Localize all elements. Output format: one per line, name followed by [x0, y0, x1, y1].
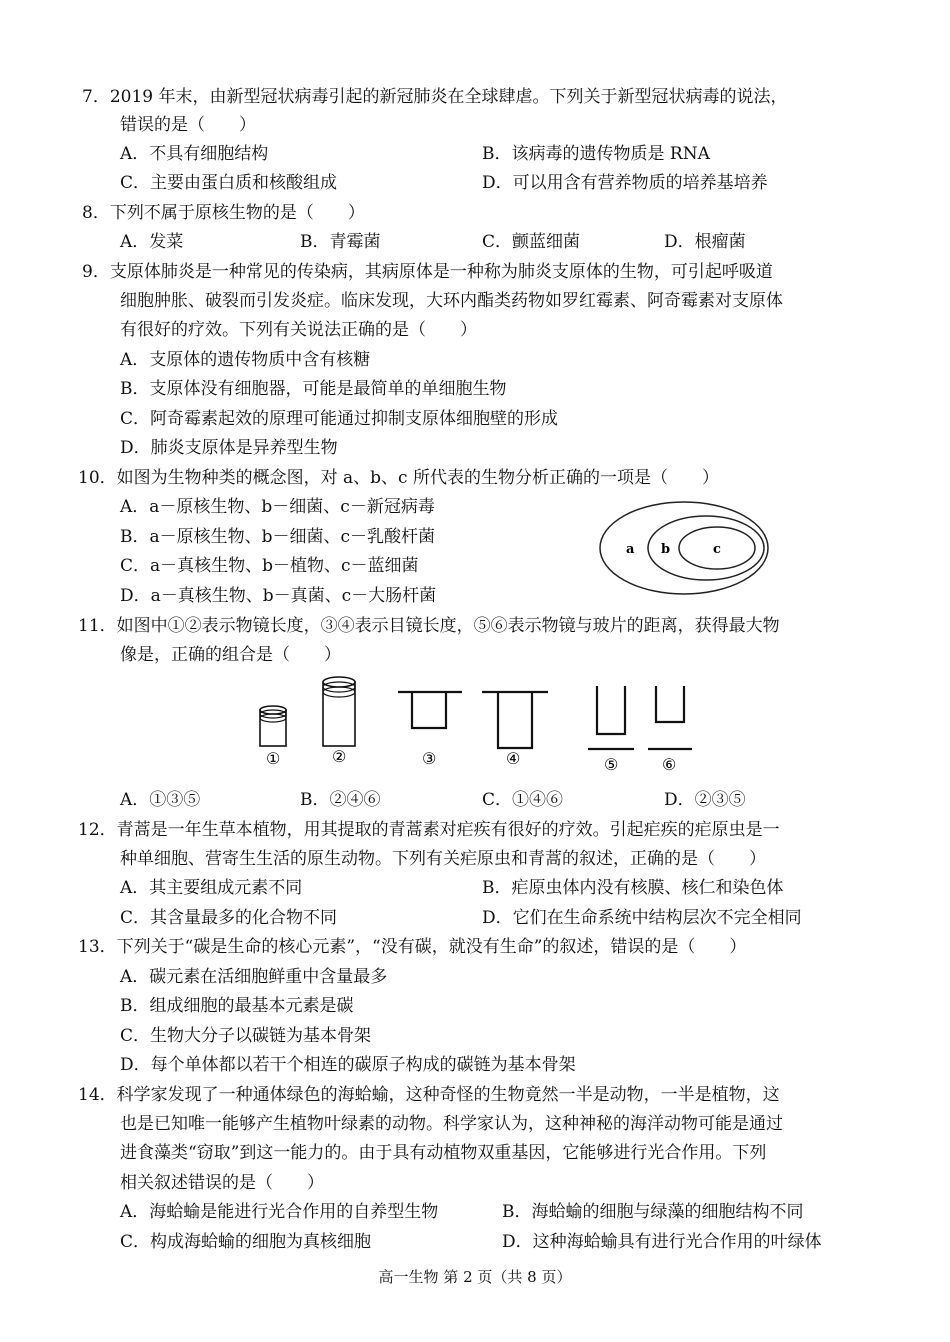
q14-stem-line3: 进食藻类“窃取”到这一能力的。由于具有动植物双重基因，它能够进行光合作用。下列 [120, 1143, 767, 1163]
q11-stem-line2: 像是，正确的组合是（ ） [120, 645, 341, 665]
q14-stem-line4: 相关叙述错误的是（ ） [120, 1173, 324, 1193]
label-3: ③ [422, 749, 437, 768]
q13-option-a: A．碳元素在活细胞鲜重中含量最多 [120, 967, 388, 987]
q9-stem-line1: 9．支原体肺炎是一种常见的传染病，其病原体是一种称为肺炎支原体的生物，可引起呼吸道 [82, 262, 773, 282]
objective-long [323, 677, 355, 746]
page-footer: 高一生物 第 2 页（共 8 页） [378, 1268, 572, 1286]
q10-option-d: D．a－真核生物、b－真菌、c－大肠杆菌 [120, 586, 437, 606]
q9-option-b: B．支原体没有细胞器，可能是最简单的单细胞生物 [120, 379, 507, 399]
q11-option-b: B．②④⑥ [300, 790, 381, 810]
q7-stem-line2: 错误的是（ ） [120, 115, 256, 135]
q14-option-c: C．构成海蛤蝓的细胞为真核细胞 [120, 1232, 372, 1252]
q7-option-d: D．可以用含有营养物质的培养基培养 [482, 173, 768, 193]
q8-option-a: A．发菜 [120, 232, 184, 252]
q12-option-a: A．其主要组成元素不同 [120, 878, 303, 898]
q14-option-a: A．海蛤蝓是能进行光合作用的自养型生物 [120, 1202, 439, 1222]
q9-stem-line3: 有很好的疗效。下列有关说法正确的是（ ） [120, 320, 477, 340]
q13-stem: 13．下列关于“碳是生命的核心元素”，“没有碳，就没有生命”的叙述，错误的是（ ） [78, 937, 747, 957]
q7-option-b: B．该病毒的遗传物质是 RNA [482, 144, 710, 164]
q9-stem-line2: 细胞肿胀、破裂而引发炎症。临床发现，大环内酯类药物如罗红霉素、阿奇霉素对支原体 [120, 291, 783, 311]
q8-option-c: C．颤蓝细菌 [482, 232, 581, 252]
q11-stem-line1: 11．如图中①②表示物镜长度，③④表示目镜长度，⑤⑥表示物镜与玻片的距离，获得最大物 [78, 616, 780, 636]
q13-option-d: D．每个单体都以若干个相连的碳原子构成的碳链为基本骨架 [120, 1055, 576, 1075]
q10-option-c: C．a－真核生物、b－植物、c－蓝细菌 [120, 556, 419, 576]
q10-option-b: B．a－原核生物、b－细菌、c－乳酸杆菌 [120, 527, 436, 547]
q8-stem: 8．下列不属于原核生物的是（ ） [82, 203, 365, 223]
q10-option-a: A．a－原核生物、b－细菌、c－新冠病毒 [120, 497, 435, 517]
q9-option-c: C．阿奇霉素起效的原理可能通过抑制支原体细胞壁的形成 [120, 409, 559, 429]
eyepiece-long [482, 692, 548, 748]
label-b: b [661, 542, 671, 557]
q13-option-c: C．生物大分子以碳链为基本骨架 [120, 1026, 372, 1046]
q11-option-a: A．①③⑤ [120, 790, 201, 810]
q11-lens-diagram [250, 672, 700, 780]
q10-concept-diagram [598, 498, 774, 598]
q10-stem: 10．如图为生物种类的概念图，对 a、b、c 所代表的生物分析正确的一项是（ ） [78, 468, 719, 488]
q12-option-d: D．它们在生命系统中结构层次不完全相同 [482, 908, 802, 928]
q12-stem-line1: 12．青蒿是一年生草本植物，用其提取的青蒿素对疟疾有很好的疗效。引起疟疾的疟原虫是一 [78, 820, 780, 840]
q8-option-d: D．根瘤菌 [664, 232, 746, 252]
label-a: a [626, 542, 635, 557]
q9-option-d: D．肺炎支原体是异养型生物 [120, 438, 338, 458]
q8-option-b: B．青霉菌 [300, 232, 381, 252]
label-c: c [713, 542, 721, 557]
q14-stem-line2: 也是已知唯一能够产生植物叶绿素的动物。科学家认为，这种神秘的海洋动物可能是通过 [120, 1114, 783, 1134]
label-2: ② [332, 747, 347, 766]
label-6: ⑥ [662, 755, 677, 774]
q7-option-c: C．主要由蛋白质和核酸组成 [120, 173, 338, 193]
distance-near [588, 686, 634, 749]
q13-option-b: B．组成细胞的最基本元素是碳 [120, 996, 354, 1016]
q7-option-a: A．不具有细胞结构 [120, 144, 269, 164]
q12-option-b: B．疟原虫体内没有核膜、核仁和染色体 [482, 878, 784, 898]
objective-short [260, 706, 286, 746]
q14-option-b: B．海蛤蝓的细胞与绿藻的细胞结构不同 [502, 1202, 804, 1222]
q7-stem-line1: 7．2019 年末，由新型冠状病毒引起的新冠肺炎在全球肆虐。下列关于新型冠状病毒的说法， [82, 87, 788, 107]
q11-option-d: D．②③⑤ [664, 790, 746, 810]
q9-option-a: A．支原体的遗传物质中含有核糖 [120, 350, 371, 370]
q14-option-d: D．这种海蛤蝓具有进行光合作用的叶绿体 [502, 1232, 822, 1252]
distance-far [648, 686, 692, 749]
label-1: ① [266, 749, 281, 768]
q12-stem-line2: 种单细胞、营寄生生活的原生动物。下列有关疟原虫和青蒿的叙述，正确的是（ ） [120, 849, 766, 869]
q12-option-c: C．其含量最多的化合物不同 [120, 908, 338, 928]
eyepiece-short [398, 692, 462, 728]
label-5: ⑤ [604, 755, 619, 774]
q14-stem-line1: 14．科学家发现了一种通体绿色的海蛤蝓，这种奇怪的生物竟然一半是动物，一半是植物，这 [78, 1085, 780, 1105]
q11-option-c: C．①④⑥ [482, 790, 564, 810]
label-4: ④ [506, 749, 521, 768]
